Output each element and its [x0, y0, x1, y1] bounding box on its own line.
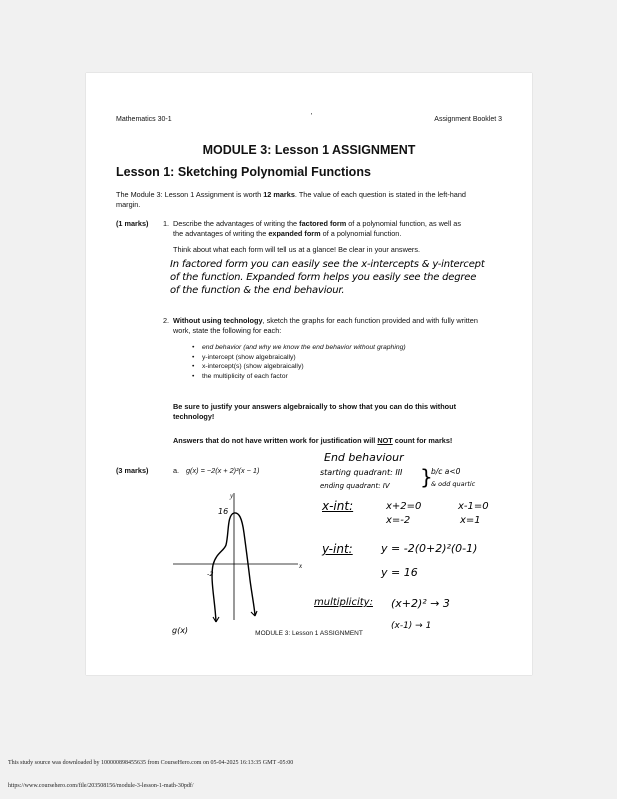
q1-question — [173, 219, 468, 239]
bullet-multiplicity: • the multiplicity of each factor — [192, 372, 492, 382]
q1-expanded: expanded form — [268, 229, 321, 238]
part-a-sketch-graph — [168, 485, 308, 635]
q2-warning-not: NOT — [377, 436, 393, 445]
multiplicity-line-1: (x+2)² → 3 — [391, 597, 450, 610]
multiplicity-label: multiplicity: — [314, 597, 373, 608]
header-left: Mathematics 30-1 — [116, 116, 172, 123]
intro-paragraph — [116, 190, 476, 210]
multiplicity-line-2: (x-1) → 1 — [391, 621, 432, 631]
graph-function-label: g(x) — [172, 626, 189, 635]
q1-text-3: of a polynomial function. — [320, 229, 402, 238]
q1-number: 1. — [163, 219, 170, 228]
header-mark: ' — [311, 113, 313, 120]
x-axis-label: x — [299, 562, 303, 570]
q2-warning-post: count for marks! — [392, 436, 453, 445]
download-notice: This study source was downloaded by 100000898455635 from CourseHero.com on 05-04-2025 16:13:35 GMT -05:00 — [8, 760, 294, 766]
lesson-title: Lesson 1: Sketching Polynomial Functions — [116, 165, 371, 179]
y-int-eq-1: y = -2(0+2)²(0-1) — [381, 542, 478, 555]
q2-bold: Without using technology — [173, 316, 263, 325]
q2-bullet-list — [192, 343, 492, 381]
x-int-eq-1b: x=-2 — [386, 515, 411, 526]
brace-icon: } — [420, 465, 433, 489]
graph-peak-label: 16 — [218, 507, 229, 516]
x-int-eq-2a: x-1=0 — [458, 501, 489, 512]
end-quadrant: ending quadrant: IV — [320, 482, 390, 490]
x-int-label: x-int: — [322, 499, 354, 513]
x-int-eq-2b: x=1 — [460, 515, 481, 526]
brace-note-1: b/c a<0 — [431, 467, 461, 476]
graph-root-label: -2 — [207, 570, 214, 578]
start-quadrant: starting quadrant: III — [320, 468, 403, 477]
q1-factored: factored form — [299, 219, 347, 228]
q2-justify-note: Be sure to justify your answers algebraically to show that you can do this without technology! — [173, 402, 457, 421]
intro-text-pre: The Module 3: Lesson 1 Assignment is worth — [116, 190, 264, 199]
part-a-function: g(x) = −2(x + 2)²(x − 1) — [186, 466, 260, 475]
q1-prompt: Think about what each form will tell us at a glance! Be clear in your answers. — [173, 245, 420, 254]
part-a-label: a. — [173, 466, 180, 475]
polynomial-curve — [212, 513, 255, 622]
intro-marks: 12 marks — [263, 190, 295, 199]
header-right: Assignment Booklet 3 — [434, 116, 502, 123]
y-axis-label: y — [230, 492, 234, 500]
y-int-label: y-int: — [322, 542, 353, 556]
q1-answer-line-3: of the function & the end behaviour. — [170, 285, 345, 296]
q2-question — [173, 316, 478, 336]
module-title: MODULE 3: Lesson 1 ASSIGNMENT — [202, 143, 416, 157]
q2-warning — [173, 436, 513, 446]
q1-handwritten-answer — [170, 258, 532, 297]
bullet-y-intercept: • y-intercept (show algebraically) — [192, 353, 492, 363]
intro-text-post: . The value of each question is stated in the left-hand margin. — [116, 190, 466, 209]
q1-answer-line-2: of the function. Expanded form helps you easily see the degree — [170, 272, 477, 283]
bullet-x-intercepts: • x-intercept(s) (show algebraically) — [192, 362, 492, 372]
x-int-eq-1a: x+2=0 — [386, 501, 422, 512]
q1-text-2: of a polynomial function, as well as the advantages of writing the — [173, 219, 461, 238]
end-behaviour-heading: End behaviour — [324, 451, 404, 464]
brace-note-2: & odd quartic — [431, 480, 476, 488]
q1-answer-line-1: In factored form you can easily see the x-intercepts & y-intercept — [170, 259, 485, 270]
page-footer: MODULE 3: Lesson 1 ASSIGNMENT — [255, 630, 363, 637]
y-int-eq-2: y = 16 — [381, 566, 418, 579]
part-a-marks: (3 marks) — [116, 466, 149, 475]
q1-text-1: Describe the advantages of writing the — [173, 219, 300, 228]
document-page — [86, 73, 532, 675]
q2-warning-pre: Answers that do not have written work for justification will — [173, 436, 378, 445]
source-url: https://www.coursehero.com/file/203508156/module-3-lesson-1-math-30pdf/ — [8, 783, 194, 789]
q2-rest: , sketch the graphs for each function provided and with fully written work, state the following for each: — [173, 316, 478, 335]
q2-number: 2. — [163, 316, 170, 325]
bullet-end-behavior: • end behavior (and why we know the end behavior without graphing) — [192, 343, 492, 353]
q1-marks: (1 marks) — [116, 219, 149, 228]
